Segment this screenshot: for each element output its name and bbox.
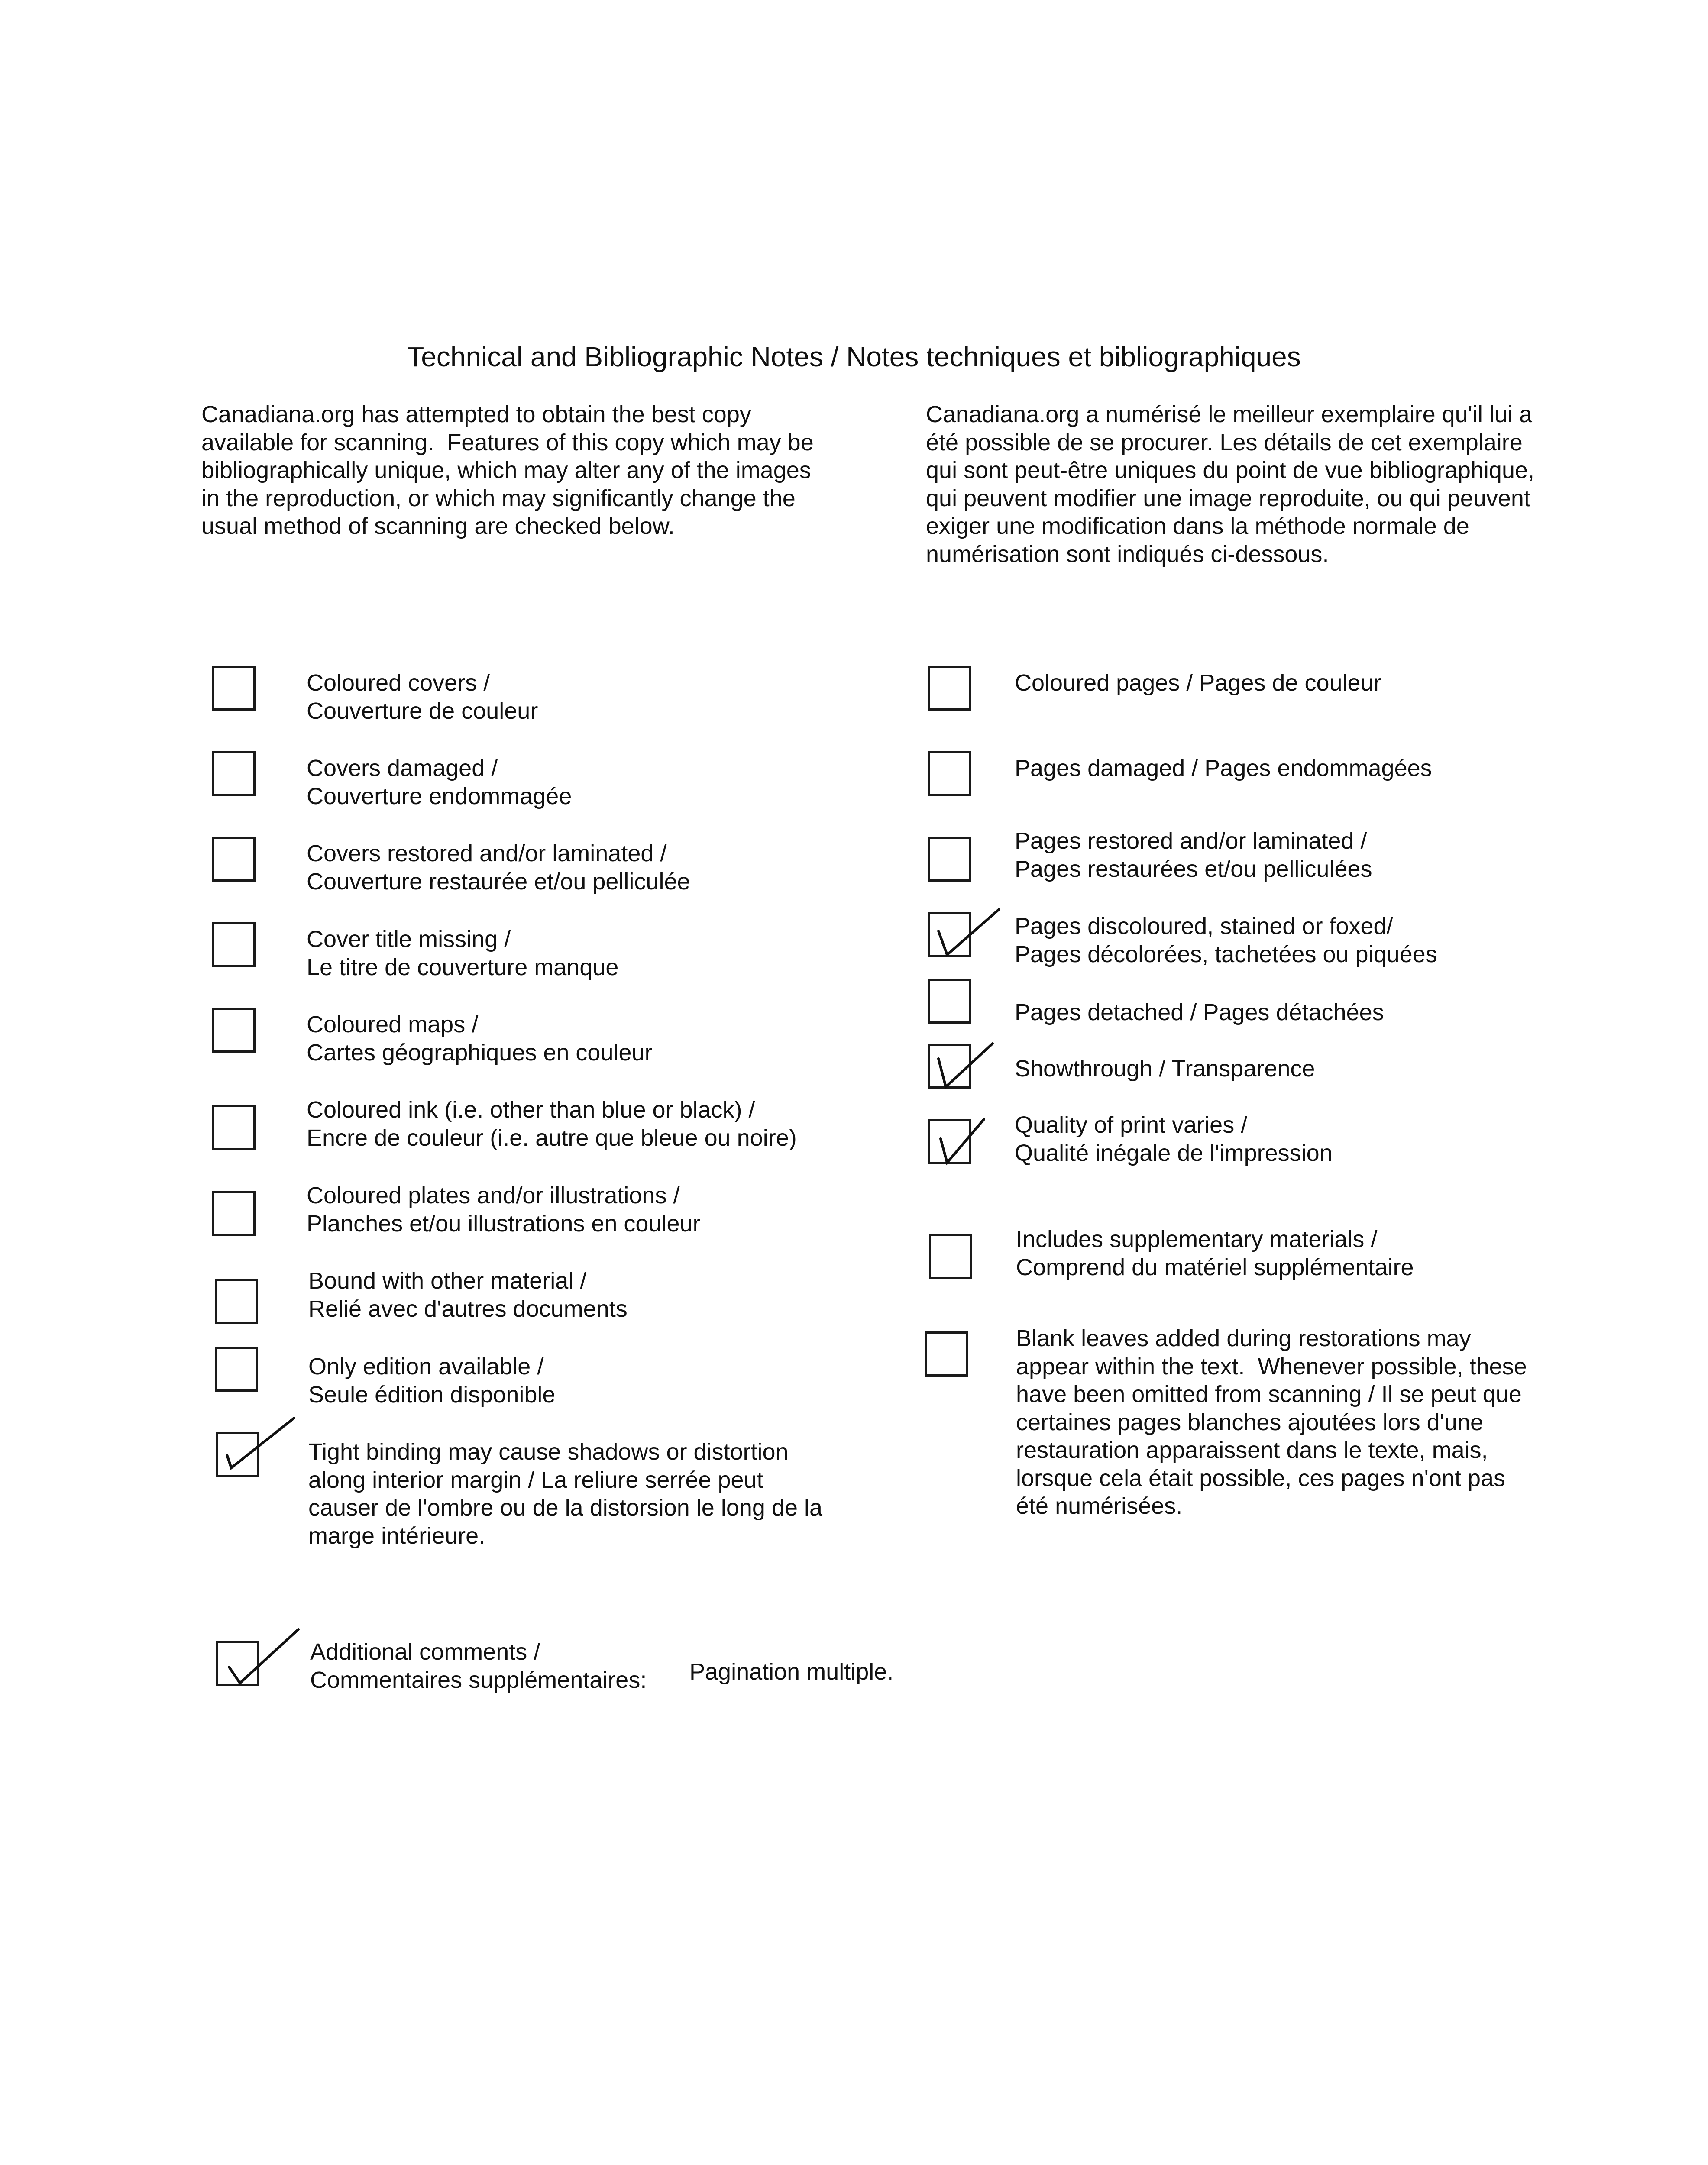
checkbox[interactable]	[928, 979, 971, 1024]
checkbox[interactable]	[212, 1105, 256, 1150]
item-label: Additional comments / Commentaires supplémentaires:	[310, 1639, 647, 1693]
check-mark-icon	[928, 1113, 1014, 1173]
checkbox[interactable]	[929, 1234, 972, 1279]
checkbox[interactable]	[928, 751, 971, 796]
item-label: Pages detached / Pages détachées	[1015, 999, 1384, 1025]
check-mark-icon	[928, 1037, 1014, 1098]
item-label: Tight binding may cause shadows or distortion along interior margin / La reliure serrée peut causer de l'ombre ou de la distorsion le long de la marge intérieure.	[308, 1439, 823, 1549]
intro-english: Canadiana.org has attempted to obtain the best copy available for scanning. Features of this copy which may be bibliographically unique, which may alter any of the images in the reproduction, or which may significantly change the usual method of scanning are checked below.	[201, 401, 814, 539]
checkbox[interactable]	[212, 751, 256, 796]
item-label: Pages discoloured, stained or foxed/ Pages décolorées, tachetées ou piquées	[1015, 913, 1437, 967]
item-label: Coloured pages / Pages de couleur	[1015, 670, 1381, 696]
item-label: Coloured covers / Couverture de couleur	[307, 670, 538, 724]
check-mark-icon	[216, 1626, 316, 1691]
checkbox[interactable]	[215, 1347, 258, 1392]
check-mark-icon	[216, 1416, 303, 1481]
checkbox[interactable]	[212, 837, 256, 882]
item-label: Covers restored and/or laminated / Couverture restaurée et/ou pelliculée	[307, 840, 690, 895]
checkbox[interactable]	[928, 666, 971, 711]
checkbox[interactable]	[215, 1279, 258, 1324]
page-title: Technical and Bibliographic Notes / Notes techniques et bibliographiques	[407, 341, 1301, 372]
item-label: Pages damaged / Pages endommagées	[1015, 755, 1432, 781]
item-label: Pages restored and/or laminated / Pages restaurées et/ou pelliculées	[1015, 828, 1372, 882]
checkbox[interactable]	[212, 1008, 256, 1053]
item-label: Blank leaves added during restorations may appear within the text. Whenever possible, these have been omitted from scanning / Il se peut que certaines pages blanches ajoutées lors d'une restauration apparaissent dans le texte, mais, lorsque cela était possible, ces pages n'ont pas été numérisées.	[1016, 1325, 1527, 1519]
comment-value: Pagination multiple.	[689, 1659, 894, 1685]
item-label: Bound with other material / Relié avec d'autres documents	[308, 1268, 628, 1322]
item-label: Cover title missing / Le titre de couverture manque	[307, 926, 619, 980]
checkbox[interactable]	[928, 837, 971, 882]
checkbox[interactable]	[212, 1191, 256, 1236]
item-label: Coloured maps / Cartes géographiques en couleur	[307, 1011, 653, 1066]
intro-french: Canadiana.org a numérisé le meilleur exemplaire qu'il lui a été possible de se procurer. Les détails de cet exemplaire qui sont peut-être uniques du point de vue bibliographique, qui peuvent modifier une image reproduite, ou qui peuvent exiger une modification dans la méthode normale de numérisation sont indiqués ci-dessous.	[926, 401, 1535, 567]
check-mark-icon	[928, 905, 1014, 966]
checkbox[interactable]	[212, 666, 256, 711]
item-label: Showthrough / Transparence	[1015, 1056, 1315, 1082]
item-label: Includes supplementary materials / Comprend du matériel supplémentaire	[1016, 1226, 1414, 1280]
item-label: Coloured plates and/or illustrations / Planches et/ou illustrations en couleur	[307, 1183, 701, 1237]
item-label: Quality of print varies / Qualité inégale de l'impression	[1015, 1112, 1333, 1166]
item-label: Coloured ink (i.e. other than blue or black) / Encre de couleur (i.e. autre que bleue ou noire)	[307, 1097, 797, 1151]
checkbox[interactable]	[925, 1331, 968, 1377]
checkbox[interactable]	[212, 922, 256, 967]
item-label: Covers damaged / Couverture endommagée	[307, 755, 572, 809]
item-label: Only edition available / Seule édition disponible	[308, 1354, 556, 1408]
